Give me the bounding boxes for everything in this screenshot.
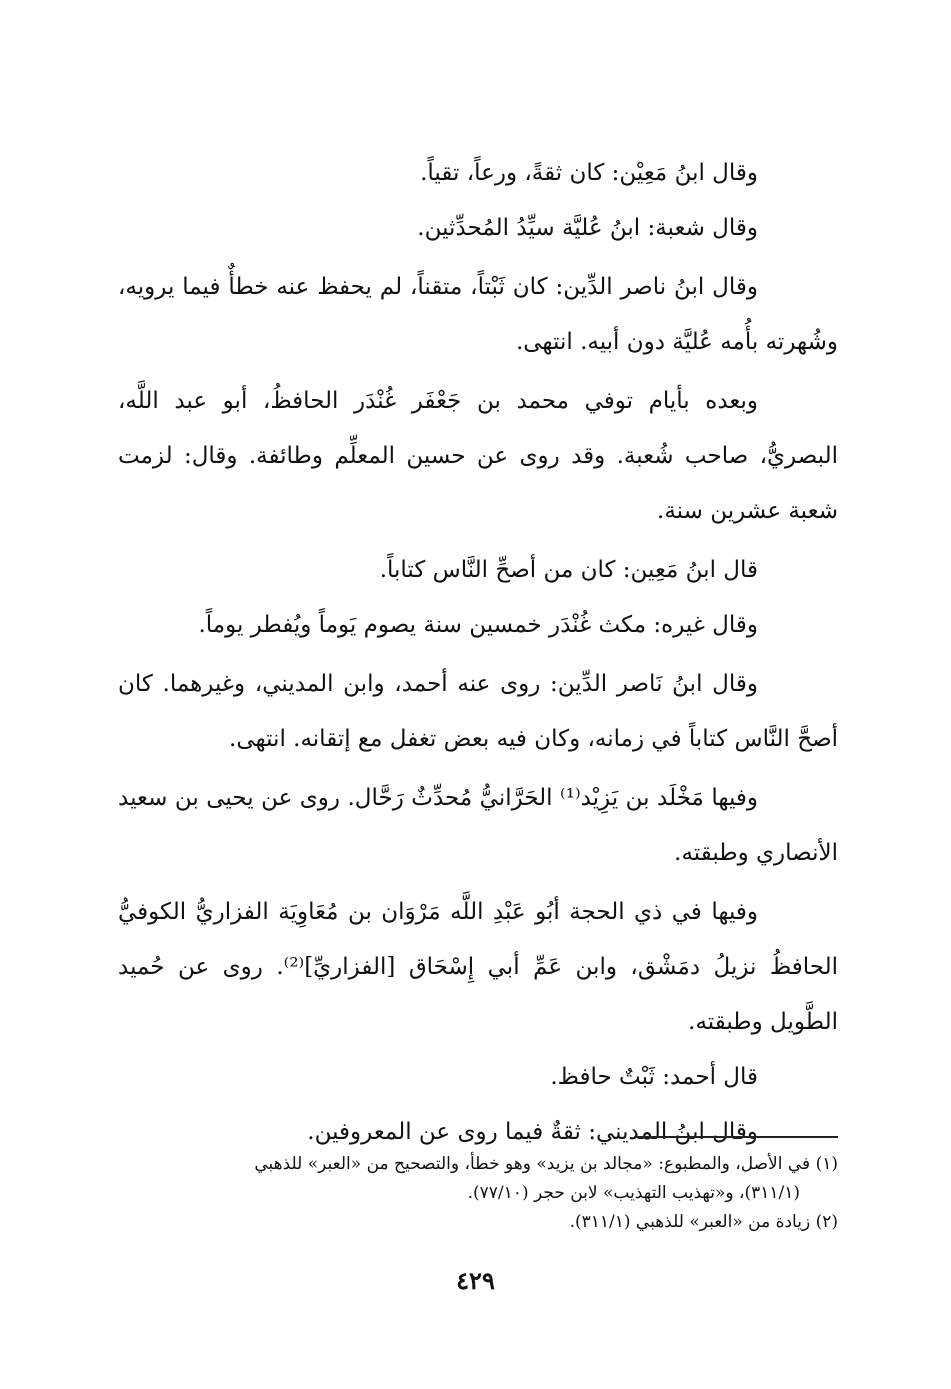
paragraph-1: وقال ابنُ مَعِيْن: كان ثقةً، ورعاً، تقياً. [420, 160, 758, 186]
paragraph-7: وقال ابنُ نَاصر الدِّين: روى عنه أحمد، وابن المديني، وغيرهما. كان أصحَّ النَّاس كتاباً في زمانه، وكان فيه بعض تغفل مع إتقانه. انتهى. [118, 671, 838, 752]
footnotes [118, 1150, 838, 1237]
page-number: ٤٢٩ [456, 1266, 495, 1295]
paragraph-2: وقال شعبة: ابنُ عُليَّة سيِّدُ المُحدِّثين. [417, 215, 758, 241]
footnote-divider [634, 1136, 838, 1138]
paragraph-8: وفيها مَخْلَد بن يَزِيْد⁽¹⁾ الحَرَّانيُّ مُحدِّثٌ رَحَّال. روى عن يحيى بن سعيد الأنصاري وطبقته. [118, 785, 838, 866]
paragraph-5: قال ابنُ مَعِين: كان من أصحِّ النَّاس كتاباً. [379, 557, 758, 583]
paragraph-10: قال أحمد: ثَبْتٌ حافظ. [550, 1064, 758, 1090]
paragraph-6: وقال غيره: مكث غُنْدَر خمسين سنة يصوم يَوماً ويُفطر يوماً. [198, 612, 758, 638]
main-text [118, 146, 838, 1160]
paragraph-11: وقال ابنُ المديني: ثقةٌ فيما روى عن المعروفين. [307, 1119, 758, 1145]
paragraph-3: وقال ابنُ ناصر الدِّين: كان ثَبْتاً، متقناً، لم يحفظ عنه خطأٌ فيما يرويه، وشُهرته بأُمه عُليَّة دون أبيه. انتهى. [118, 274, 838, 355]
footnote-2: (٢) زيادة من «العبر» للذهبي (٣١١/١). [569, 1212, 838, 1232]
paragraph-4: وبعده بأيام توفي محمد بن جَعْفَر غُنْدَر الحافظُ، أبو عبد اللَّه، البصريُّ، صاحب شُعبة. وقد روى عن حسين المعلِّم وطائفة. وقال: لزمت شعبة عشرين سنة. [118, 388, 838, 524]
paragraph-9: وفيها في ذي الحجة أبُو عَبْدِ اللَّه مَرْوَان بن مُعَاوِيَة الفزاريُّ الكوفيُّ الحافظُ نزيلُ دمَشْق، وابن عَمِّ أبي إِسْحَاق [الفزاريِّ]⁽²⁾. روى عن حُميد الطَّويل وطبقته. [118, 899, 838, 1035]
footnote-1-continuation: (٣١١/١)، و«تهذيب التهذيب» لابن حجر (٧٧/١٠). [467, 1183, 800, 1203]
footnote-1: (١) في الأصل، والمطبوع: «مجالد بن يزيد» وهو خطأ، والتصحيح من «العبر» للذهبي [254, 1154, 838, 1174]
